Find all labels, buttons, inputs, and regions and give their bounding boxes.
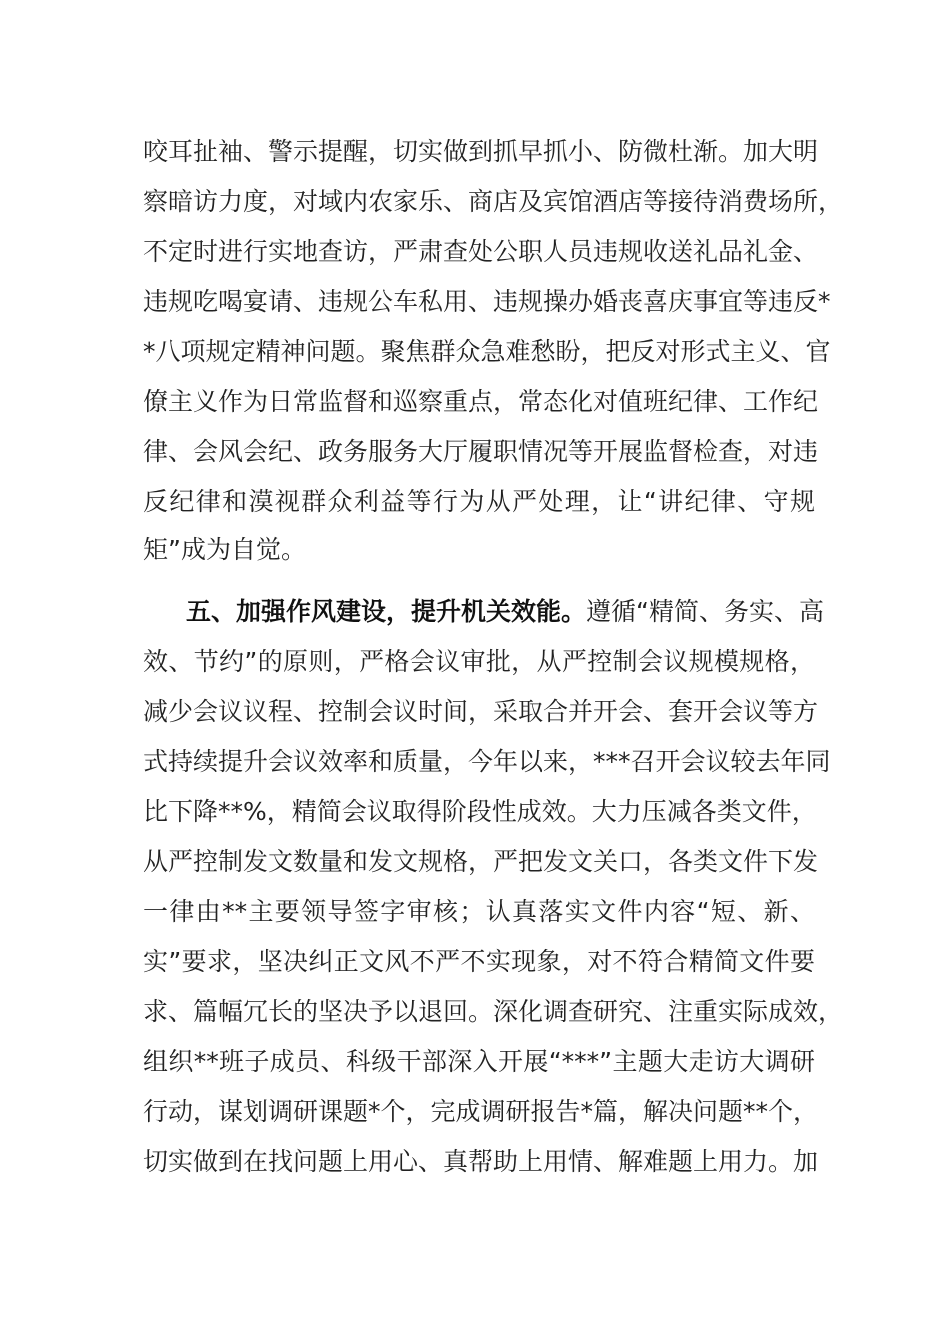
text-line: 矩”成为自觉。 xyxy=(143,535,306,564)
text-line: 一律由**主要领导签字审核；认真落实文件内容“短、新、 xyxy=(143,897,815,926)
text-line: 切实做到在找问题上用心、真帮助上用情、解难题上用力。加 xyxy=(143,1147,819,1176)
text-line: 反纪律和漠视群众利益等行为从严处理，让“讲纪律、守规 xyxy=(143,487,815,516)
text-line: 减少会议议程、控制会议时间，采取合并开会、套开会议等方 xyxy=(143,697,819,726)
paragraph-first-line xyxy=(186,592,824,632)
text-line: 组织**班子成员、科级干部深入开展“***”主题大走访大调研 xyxy=(143,1047,815,1076)
text-span: 遵循“精简、务实、高 xyxy=(586,597,824,626)
text-line: 察暗访力度，对域内农家乐、商店及宾馆酒店等接待消费场所， xyxy=(143,187,844,216)
text-line: 僚主义作为日常监督和巡察重点，常态化对值班纪律、工作纪 xyxy=(143,387,819,416)
section-heading: 五、加强作风建设，提升机关效能。 xyxy=(186,597,587,626)
text-line: 咬耳扯袖、警示提醒，切实做到抓早抓小、防微杜渐。加大明 xyxy=(143,137,819,166)
text-line: 行动，谋划调研课题*个，完成调研报告*篇，解决问题**个， xyxy=(143,1097,819,1126)
text-line: 律、会风会纪、政务服务大厅履职情况等开展监督检查，对违 xyxy=(143,437,819,466)
text-line: 不定时进行实地查访，严肃查处公职人员违规收送礼品礼金、 xyxy=(143,237,819,266)
text-line: 违规吃喝宴请、违规公车私用、违规操办婚丧喜庆事宜等违反* xyxy=(143,287,831,316)
text-line: *八项规定精神问题。聚焦群众急难愁盼，把反对形式主义、官 xyxy=(143,337,831,366)
text-line: 从严控制发文数量和发文规格，严把发文关口，各类文件下发 xyxy=(143,847,819,876)
text-line: 效、节约”的原则，严格会议审批，从严控制会议规模规格， xyxy=(143,647,815,676)
text-line: 实”要求，坚决纠正文风不严不实现象，对不符合精简文件要 xyxy=(143,947,815,976)
text-line: 比下降**%，精简会议取得阶段性成效。大力压减各类文件， xyxy=(143,797,817,826)
text-line: 式持续提升会议效率和质量，今年以来，***召开会议较去年同 xyxy=(143,747,831,776)
text-line: 求、篇幅冗长的坚决予以退回。深化调查研究、注重实际成效， xyxy=(143,997,844,1026)
